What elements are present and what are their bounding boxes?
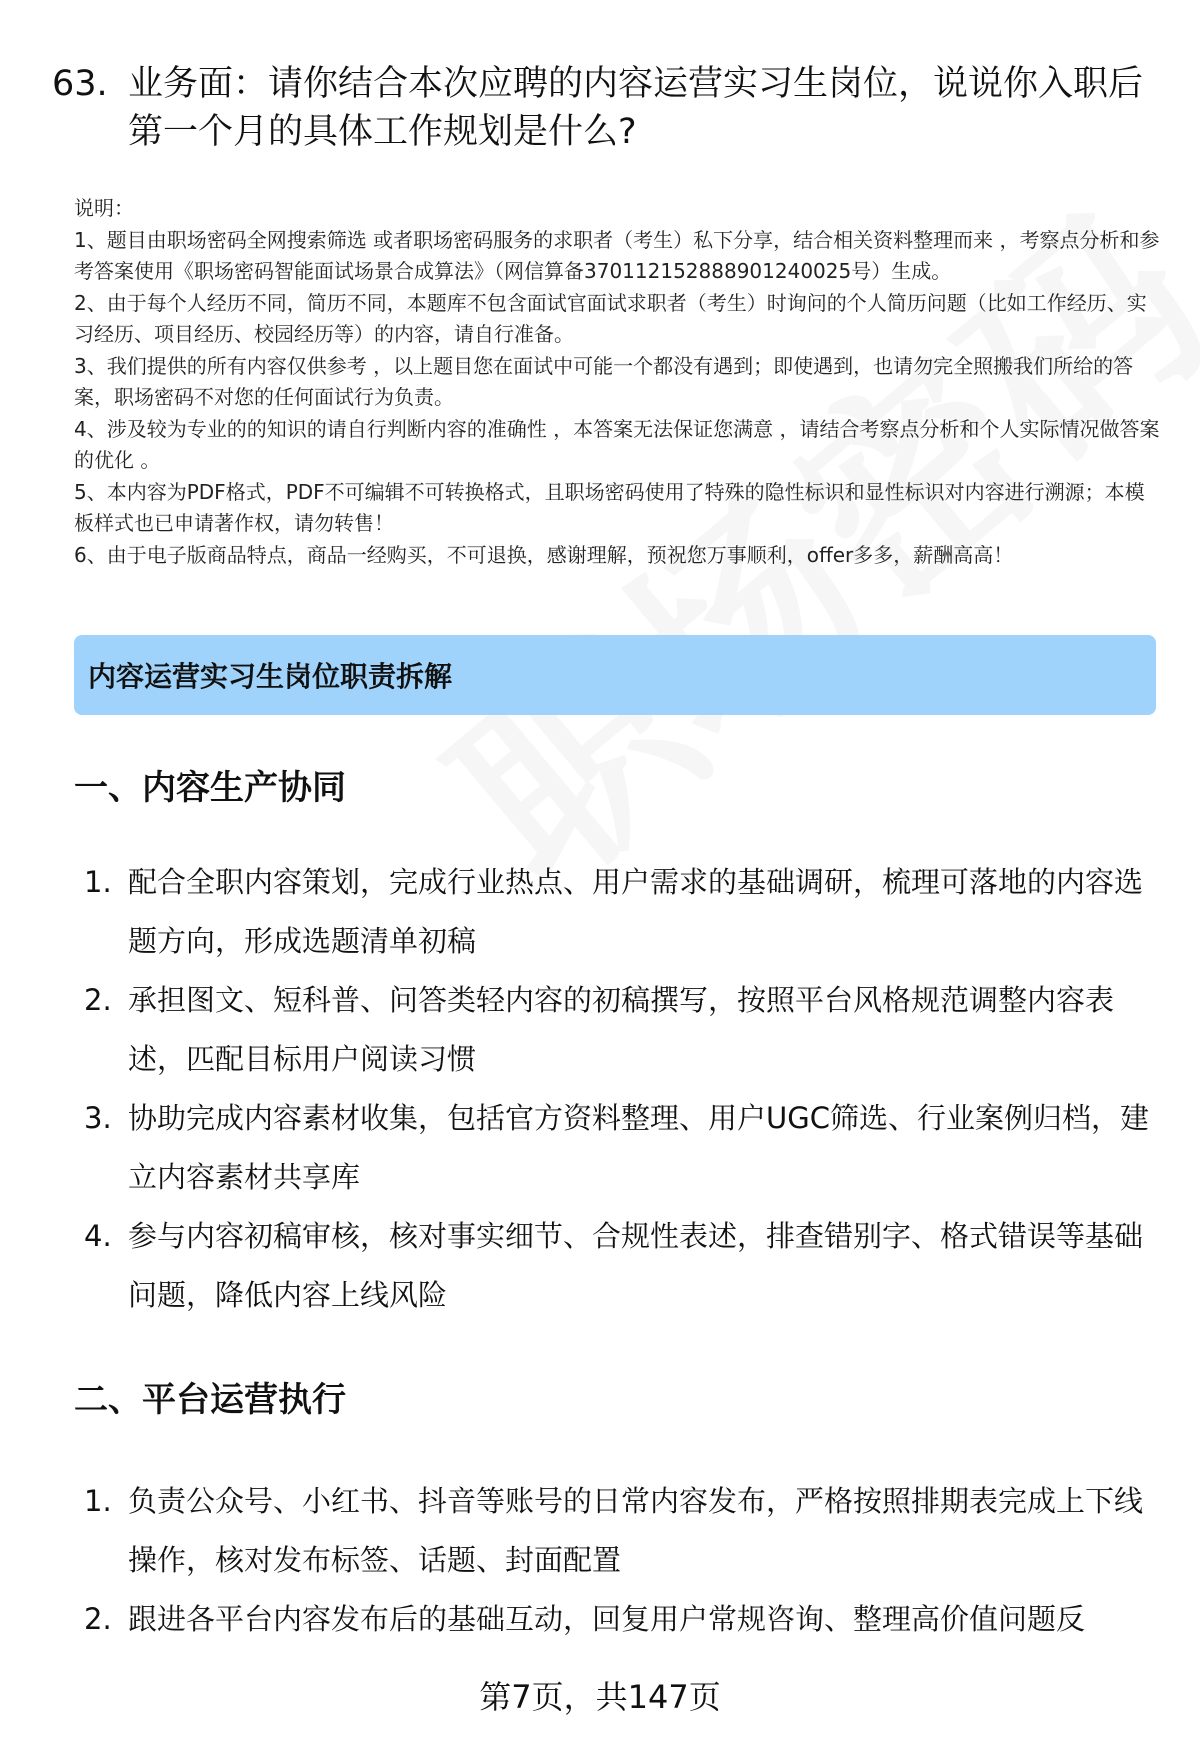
notes-block bbox=[74, 193, 1164, 571]
list-item bbox=[84, 853, 1164, 971]
section-heading: 二、平台运营执行 bbox=[74, 1380, 346, 1420]
list-item bbox=[84, 1472, 1164, 1590]
item-number: 4. bbox=[84, 1219, 112, 1253]
item-number: 2. bbox=[84, 1602, 112, 1636]
note-item: 3、我们提供的所有内容仅供参考 ，以上题目您在面试中可能一个都没有遇到；即使遇到，也请勿完全照搬我们所给的答案，职场密码不对您的任何面试行为负责。 bbox=[74, 353, 1134, 409]
list-item bbox=[84, 1590, 1164, 1649]
item-text: 负责公众号、小红书、抖音等账号的日常内容发布，严格按照排期表完成上下线操作，核对发布标签、话题、封面配置 bbox=[128, 1484, 1144, 1577]
note-item: 6、由于电子版商品特点，商品一经购买，不可退换，感谢理解，预祝您万事顺利，offer多多，薪酬高高！ bbox=[74, 542, 1014, 567]
item-text: 配合全职内容策划，完成行业热点、用户需求的基础调研，梳理可落地的内容选题方向，形成选题清单初稿 bbox=[128, 865, 1144, 958]
list-item bbox=[84, 971, 1164, 1089]
notes-heading: 说明： bbox=[74, 196, 134, 220]
page-footer: 第7页，共147页 bbox=[479, 1678, 721, 1716]
banner-title: 内容运营实习生岗位职责拆解 bbox=[88, 660, 453, 693]
question-text: 业务面：请你结合本次应聘的内容运营实习生岗位，说说你入职后第一个月的具体工作规划是什么? bbox=[128, 64, 1144, 152]
item-text: 参与内容初稿审核，核对事实细节、合规性表述，排查错别字、格式错误等基础问题，降低内容上线风险 bbox=[128, 1219, 1144, 1312]
note-item: 5、本内容为PDF格式，PDF不可编辑不可转换格式，且职场密码使用了特殊的隐性标识和显性标识对内容进行溯源；本模板样式也已申请著作权，请勿转售！ bbox=[74, 479, 1145, 535]
question-title bbox=[52, 60, 1162, 156]
item-text: 跟进各平台内容发布后的基础互动，回复用户常规咨询、整理高价值问题反 bbox=[128, 1602, 1086, 1636]
note-item: 1、题目由职场密码全网搜索筛选 或者职场密码服务的求职者（考生）私下分享，结合相关资料整理而来 ，考察点分析和参考答案使用《职场密码智能面试场景合成算法》（网信算备370112152888901240025号）生成。 bbox=[74, 227, 1160, 283]
note-item: 4、涉及较为专业的的知识的请自行判断内容的准确性 ，本答案无法保证您满意 ，请结合考察点分析和个人实际情况做答案的优化 。 bbox=[74, 416, 1160, 472]
duty-list bbox=[84, 1472, 1164, 1649]
note-item: 2、由于每个人经历不同，简历不同，本题库不包含面试官面试求职者（考生）时询问的个人简历问题（比如工作经历、实习经历、项目经历、校园经历等）的内容，请自行准备。 bbox=[74, 290, 1147, 346]
list-item bbox=[84, 1207, 1164, 1325]
list-item bbox=[84, 1089, 1164, 1207]
item-text: 协助完成内容素材收集，包括官方资料整理、用户UGC筛选、行业案例归档，建立内容素材共享库 bbox=[128, 1101, 1149, 1194]
question-number: 63. bbox=[52, 64, 108, 104]
duty-list bbox=[84, 853, 1164, 1325]
section-banner bbox=[74, 635, 1156, 715]
item-number: 2. bbox=[84, 983, 112, 1017]
item-number: 1. bbox=[84, 1484, 112, 1518]
item-number: 3. bbox=[84, 1101, 112, 1135]
item-text: 承担图文、短科普、问答类轻内容的初稿撰写，按照平台风格规范调整内容表述，匹配目标用户阅读习惯 bbox=[128, 983, 1115, 1076]
item-number: 1. bbox=[84, 865, 112, 899]
section-heading: 一、内容生产协同 bbox=[74, 768, 346, 808]
